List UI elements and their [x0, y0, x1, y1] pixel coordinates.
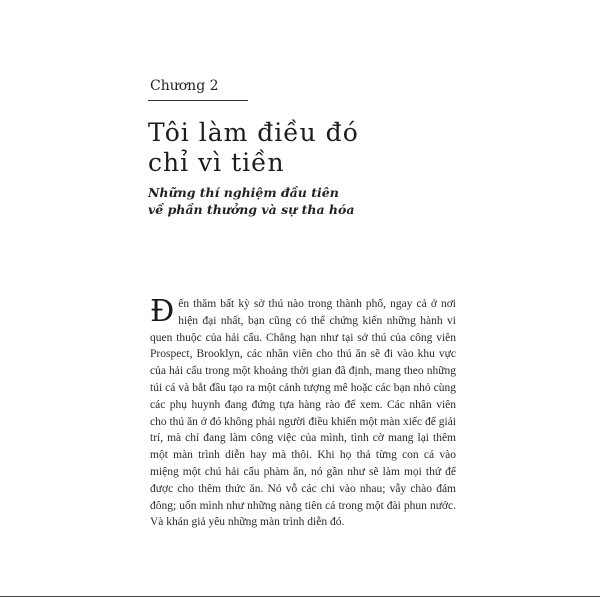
chapter-subtitle-line-1: Những thí nghiệm đầu tiên: [148, 185, 339, 200]
drop-cap: Đ: [150, 294, 175, 329]
page-bottom-rule: [0, 596, 600, 597]
body-paragraph: [150, 296, 456, 531]
chapter-title: [148, 118, 448, 178]
chapter-label: Chương 2: [150, 78, 219, 94]
chapter-subtitle: [148, 184, 468, 218]
body-paragraph-text: ến thăm bất kỳ sở thú nào trong thành phố, ngay cả ở nơi hiện đại nhất, bạn cũng có thể chứng kiến những hành vi quen thuộc của hải cẩu. Chẳng hạn như tại sở thú của công viên Prospect, Brooklyn, các nhân viên cho thú ăn sẽ đi vào khu vực của hải cẩu trong một khoảng thời gian đã định, mang theo những túi cá và bắt đầu tạo ra một cảnh tượng mê hoặc các bạn nhỏ cùng các phụ huynh đang đứng tựa hàng rào để xem. Các nhân viên cho thú ăn ở đó không phải người điều khiển một màn xiếc để giải trí, mà chỉ đang làm công việc của mình, tình cờ mang lại thêm một màn trình diễn hay mà thôi. Khi họ thả từng con cá vào miệng một chú hải cẩu phàm ăn, nó gần như sẽ làm mọi thứ để được cho thêm thức ăn. Nó vỗ các chi vào nhau; vẫy chào đám đông; uốn mình như những nàng tiên cá trong một đài phun nước. Và khán giả yêu những màn trình diễn đó.: [150, 298, 456, 529]
chapter-title-line-1: Tôi làm điều đó: [148, 118, 359, 147]
chapter-title-line-2: chỉ vì tiền: [148, 148, 285, 177]
chapter-subtitle-line-2: về phần thưởng và sự tha hóa: [148, 202, 355, 217]
chapter-rule: [148, 100, 248, 101]
